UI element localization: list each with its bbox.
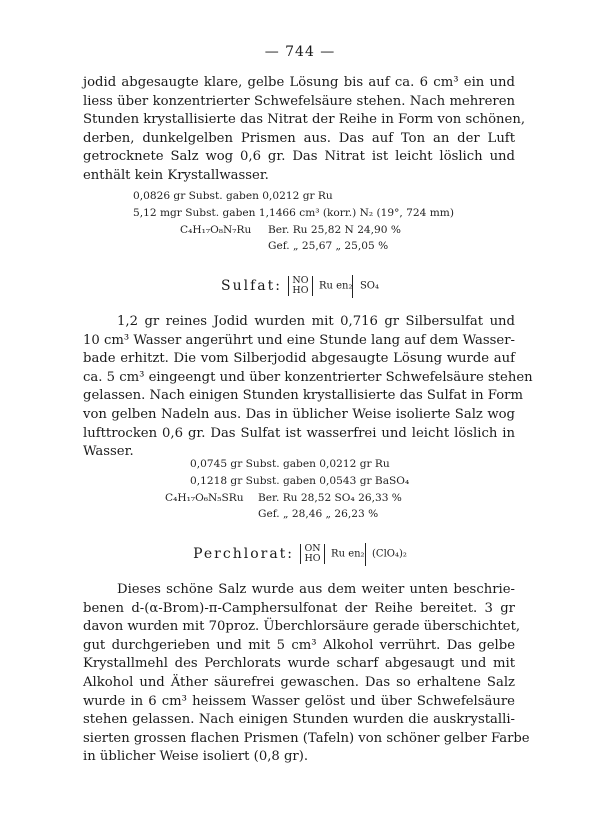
text-line: wurde in 6 cm³ heissem Wasser gelöst und über Schwefelsäure — [83, 693, 515, 709]
text-line: liess über konzentrierter Schwefelsäure stehen. Nach mehreren — [83, 93, 515, 109]
complex-core: Ru en₂ — [318, 280, 353, 292]
section-heading-perchlorate — [0, 544, 600, 564]
text-line: jodid abgesaugte klare, gelbe Lösung bis auf ca. 6 cm³ ein und — [83, 75, 515, 90]
ligand-top: NO — [292, 275, 309, 286]
text-line: Alkohol und Äther säurefrei gewaschen. Das so erhaltene Salz — [83, 674, 515, 690]
text-line: bade erhitzt. Die vom Silberjodid abgesaugte Lösung wurde auf — [83, 351, 515, 367]
calculated-values: Ber. Ru 25,82 N 24,90 % — [268, 224, 401, 236]
text-line: ca. 5 cm³ eingeengt und über konzentrierter Schwefelsäure stehen — [83, 369, 533, 385]
section-heading-sulfate — [0, 276, 600, 296]
paragraph-nitrate — [83, 74, 526, 186]
ligand-top: ON — [304, 543, 321, 554]
anion: SO₄ — [359, 280, 379, 292]
ligand-bottom: HO — [292, 285, 309, 296]
found-values: Gef. „ 28,46 „ 26,23 % — [258, 508, 379, 520]
complex-bracket — [288, 276, 312, 296]
text-line: in üblicher Weise isoliert (0,8 gr). — [83, 749, 309, 765]
paragraph-perchlorate — [83, 581, 530, 767]
text-line: Stunden krystallisierte das Nitrat der Reihe in Form von schönen, — [83, 112, 526, 128]
molecular-formula: C₄H₁₇O₆N₅SRu — [165, 492, 244, 504]
analysis-line: 0,0745 gr Subst. gaben 0,0212 gr Ru — [190, 458, 390, 470]
text-line: gelassen. Nach einigen Stunden krystallisierte das Sulfat in Form — [83, 388, 523, 404]
text-line: benen d-(α-Brom)-π-Camphersulfonat der Reihe bereitet. 3 gr — [83, 600, 515, 616]
complex-bracket — [300, 544, 324, 564]
text-line: getrocknete Salz wog 0,6 gr. Das Nitrat ist leicht löslich und — [83, 149, 515, 165]
ligand-bottom: HO — [304, 553, 321, 564]
anion: (ClO₄)₂ — [372, 548, 407, 560]
text-line: lufttrocken 0,6 gr. Das Sulfat ist wasserfrei und leicht löslich in — [83, 425, 515, 441]
page-number: — 744 — — [264, 44, 336, 60]
paragraph-sulfate — [83, 313, 533, 462]
text-line: Krystallmehl des Perchlorats wurde scharf abgesaugt und mit — [83, 656, 515, 672]
complex-core: Ru en₂ — [331, 548, 365, 560]
found-values: Gef. „ 25,67 „ 25,05 % — [268, 240, 389, 252]
text-line: enthält kein Krystallwasser. — [83, 167, 269, 183]
analysis-line: 0,1218 gr Subst. gaben 0,0543 gr BaSO₄ — [190, 475, 410, 487]
text-line: gut durchgerieben und mit 5 cm³ Alkohol verrührt. Das gelbe — [83, 637, 515, 653]
heading-label: Perchlorat: — [193, 546, 295, 562]
text-line: 1,2 gr reines Jodid wurden mit 0,716 gr Silbersulfat und — [117, 314, 515, 329]
molecular-formula: C₄H₁₇O₈N₇Ru — [180, 224, 252, 236]
analysis-line: 5,12 mgr Subst. gaben 1,1466 cm³ (korr.) N₂ (19°, 724 mm) — [133, 207, 454, 219]
text-line: von gelben Nadeln aus. Das in üblicher Weise isolierte Salz wog — [83, 406, 515, 422]
text-line: Dieses schöne Salz wurde aus dem weiter unten beschrie- — [117, 582, 515, 597]
text-line: sierten grossen flachen Prismen (Tafeln) von schöner gelber Farbe — [83, 730, 530, 746]
calculated-values: Ber. Ru 28,52 SO₄ 26,33 % — [258, 492, 402, 504]
heading-label: Sulfat: — [220, 278, 282, 294]
text-line: 10 cm³ Wasser angerührt und eine Stunde lang auf dem Wasser- — [83, 332, 515, 348]
text-line: derben, dunkelgelben Prismen aus. Das auf Ton an der Luft — [83, 130, 515, 146]
text-line: stehen gelassen. Nach einigen Stunden wurden die auskrystalli- — [83, 712, 515, 728]
text-line: davon wurden mit 70proz. Überchlorsäure gerade überschichtet, — [83, 619, 521, 635]
analysis-line: 0,0826 gr Subst. gaben 0,0212 gr Ru — [133, 190, 333, 202]
text-line: Wasser. — [83, 444, 134, 460]
